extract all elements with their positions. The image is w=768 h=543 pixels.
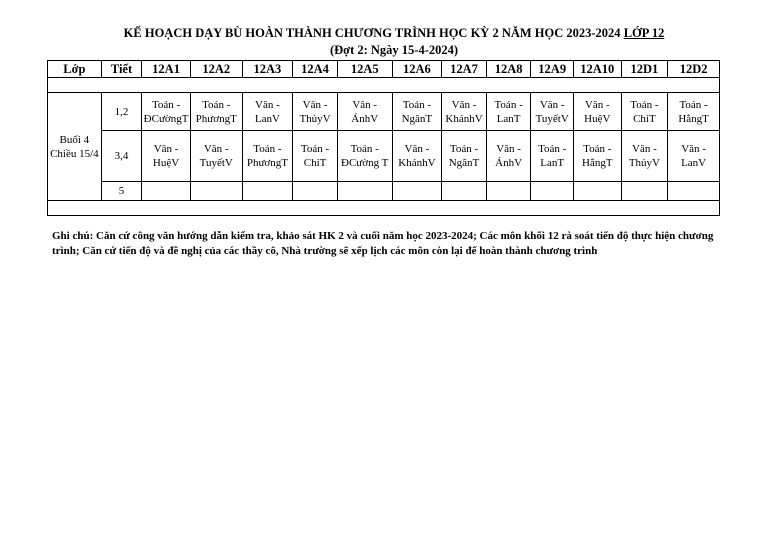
period-cell: 5 [101, 182, 142, 201]
lesson-cell: Toán - HằngT [668, 93, 720, 131]
lesson-cell [621, 182, 668, 201]
lesson-cell [668, 182, 720, 201]
table-row [48, 93, 720, 131]
table-row [48, 131, 720, 182]
lesson-cell [573, 182, 621, 201]
page-title [0, 25, 768, 41]
lesson-cell: Toán - HằngT [573, 131, 621, 182]
period-cell: 3,4 [101, 131, 142, 182]
page-subtitle: (Đợt 2: Ngày 15-4-2024) [329, 43, 459, 57]
lesson-cell [242, 182, 293, 201]
lesson-cell [190, 182, 242, 201]
lesson-cell [337, 182, 392, 201]
lesson-cell: Toán - ĐCườngT [142, 93, 191, 131]
lesson-cell [392, 182, 442, 201]
lesson-cell: Văn - HuệV [142, 131, 191, 182]
column-header: Lớp [48, 61, 102, 78]
column-header: 12A4 [293, 61, 338, 78]
column-header: 12A1 [142, 61, 191, 78]
note-text: Ghi chú: Căn cứ công văn hướng dẫn kiểm tra, khảo sát HK 2 và cuối năm học 2023-2024; Các môn khối 12 rà soát tiến độ thực hiện chương trình; Căn cứ tiến độ và đề nghị của các thầy cô, Nhà trường sẽ xếp lịch các môn còn lại để hoàn thành chương trình [52, 230, 714, 257]
title-main: KẾ HOẠCH DẠY BÙ HOÀN THÀNH CHƯƠNG TRÌNH HỌC KỲ 2 NĂM HỌC 2023-2024 [123, 26, 624, 40]
table-header-row [48, 61, 720, 78]
lesson-cell: Toán - NgânT [442, 131, 487, 182]
table-footer-row [48, 201, 720, 216]
column-header: 12A7 [442, 61, 487, 78]
lesson-cell: Văn - HuệV [573, 93, 621, 131]
column-header: 12A9 [531, 61, 574, 78]
footer-cell [48, 201, 720, 216]
lesson-cell: Văn - KhánhV [392, 131, 442, 182]
session-cell: Buổi 4 Chiều 15/4 [48, 93, 102, 201]
column-header: 12A8 [486, 61, 531, 78]
column-header: 12D1 [621, 61, 668, 78]
lesson-cell: Toán - ĐCường T [337, 131, 392, 182]
column-header: 12A10 [573, 61, 621, 78]
lesson-cell: Văn - TuyếtV [531, 93, 574, 131]
lesson-cell [142, 182, 191, 201]
lesson-cell: Văn - TuyếtV [190, 131, 242, 182]
table-spacer-row [48, 78, 720, 93]
lesson-cell [531, 182, 574, 201]
lesson-cell [486, 182, 531, 201]
lesson-cell [442, 182, 487, 201]
title-grade: LỚP 12 [623, 26, 665, 40]
lesson-cell: Văn - ThủyV [293, 93, 338, 131]
lesson-cell: Toán - LanT [531, 131, 574, 182]
lesson-cell: Toán - LanT [486, 93, 531, 131]
lesson-cell: Toán - NgânT [392, 93, 442, 131]
lesson-cell: Văn - KhánhV [442, 93, 487, 131]
lesson-cell: Văn - LanV [668, 131, 720, 182]
lesson-cell: Toán - PhươngT [242, 131, 293, 182]
column-header: 12D2 [668, 61, 720, 78]
column-header: 12A2 [190, 61, 242, 78]
lesson-cell: Toán - ChiT [293, 131, 338, 182]
column-header: 12A5 [337, 61, 392, 78]
spacer-cell [48, 78, 720, 93]
period-cell: 1,2 [101, 93, 142, 131]
lesson-cell: Văn - ÁnhV [486, 131, 531, 182]
column-header: Tiết [101, 61, 142, 78]
lesson-cell: Văn - LanV [242, 93, 293, 131]
column-header: 12A6 [392, 61, 442, 78]
lesson-cell [293, 182, 338, 201]
lesson-cell: Văn - ÁnhV [337, 93, 392, 131]
column-header: 12A3 [242, 61, 293, 78]
table-row [48, 182, 720, 201]
lesson-cell: Văn - ThủyV [621, 131, 668, 182]
schedule-table [47, 60, 720, 216]
lesson-cell: Toán - PhươngT [190, 93, 242, 131]
lesson-cell: Toán - ChiT [621, 93, 668, 131]
